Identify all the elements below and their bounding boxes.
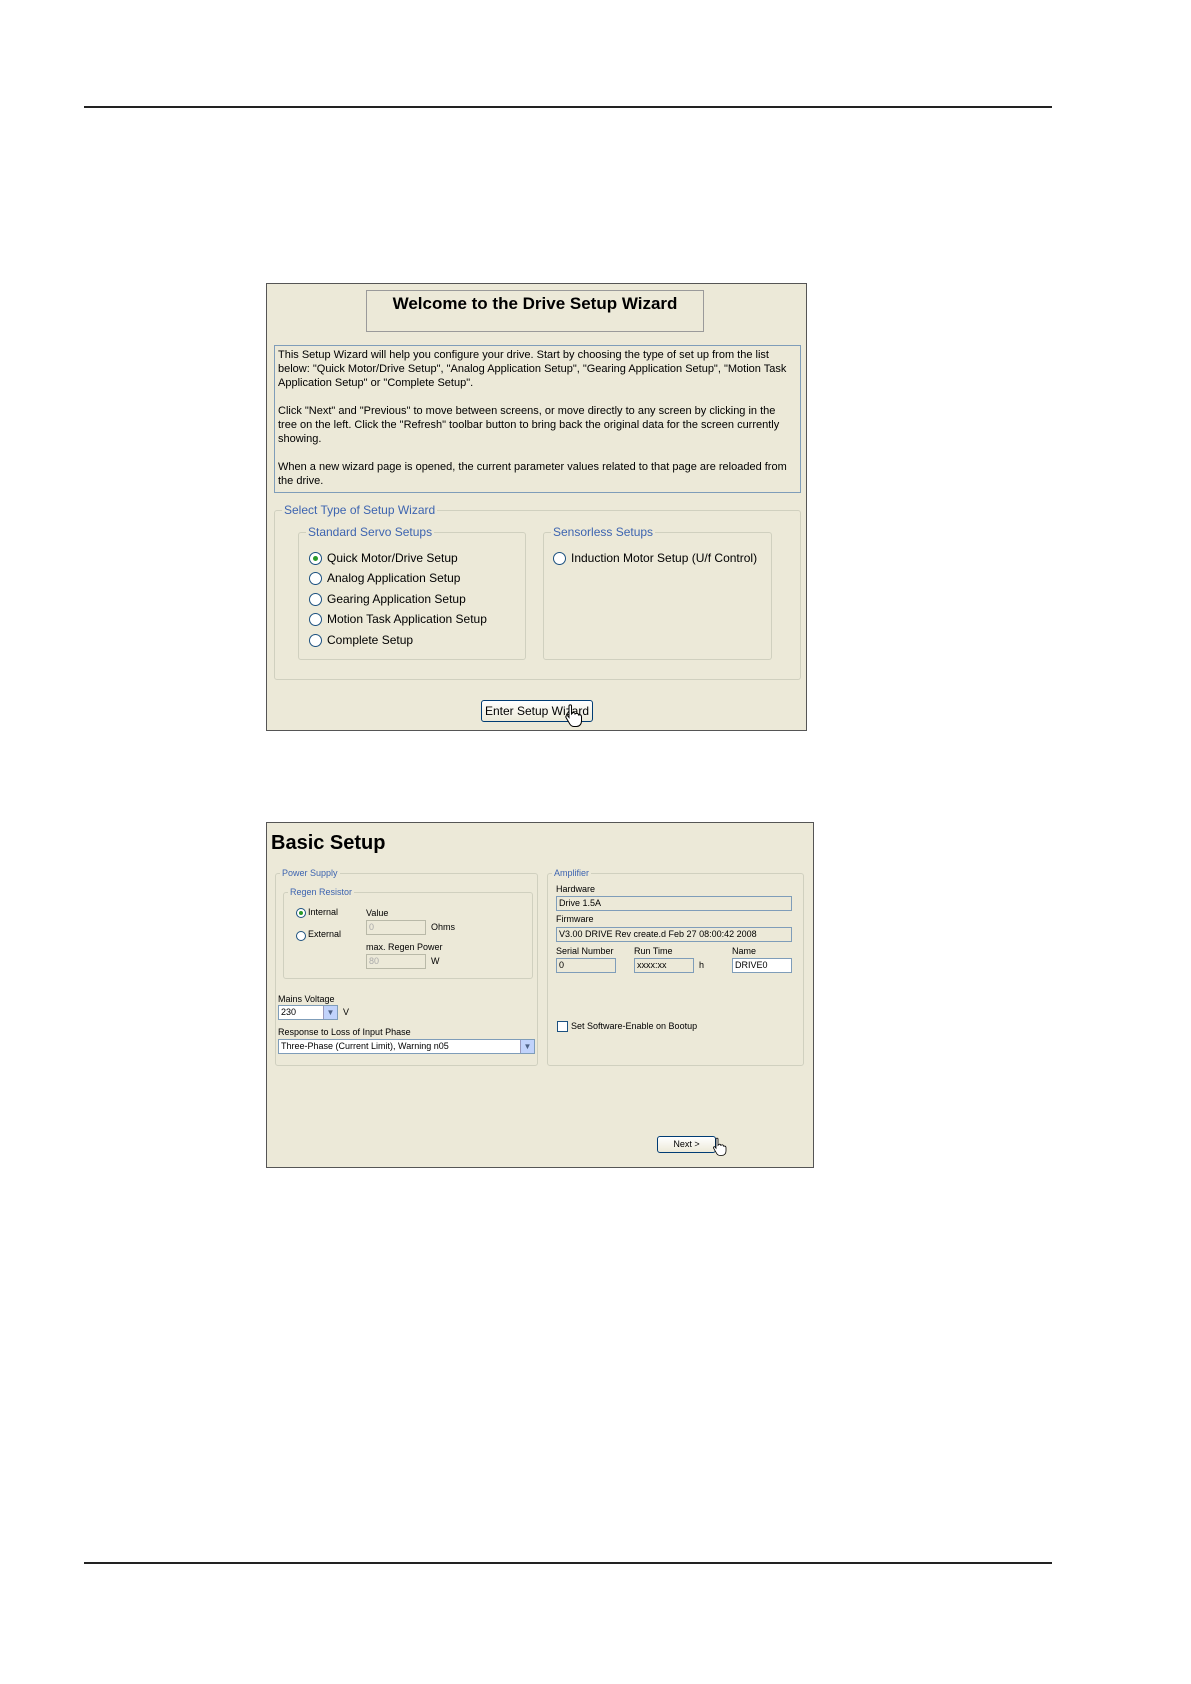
power-supply-label: Power Supply [282,868,338,878]
amplifier-label: Amplifier [554,868,590,878]
input-phase-response-label: Response to Loss of Input Phase [278,1027,411,1037]
radio-label: Gearing Application Setup [327,592,466,606]
name-field[interactable]: DRIVE0 [732,958,792,973]
input-phase-response-select[interactable] [278,1039,535,1054]
power-supply-group [275,868,538,1066]
radio-gearing-application-setup[interactable] [309,591,466,607]
sensorless-setups-label: Sensorless Setups [553,525,654,539]
basic-setup-title: Basic Setup [271,832,386,854]
internal-label: Internal [308,907,339,917]
radio-label: Motion Task Application Setup [327,612,487,626]
firmware-label: Firmware [556,914,594,924]
radio-induction-motor-setup[interactable] [553,550,757,566]
serial-number-field: 0 [556,958,616,973]
radio-button[interactable] [309,593,322,606]
max-regen-power-label: max. Regen Power [366,942,443,952]
hardware-field: Drive 1.5A [556,896,792,911]
next-button[interactable]: Next > [657,1136,716,1153]
welcome-title: Welcome to the Drive Setup Wizard [366,290,704,332]
select-wizard-type-label: Select Type of Setup Wizard [284,503,436,517]
radio-external[interactable] [296,931,306,941]
regen-value-field[interactable]: 0 [366,920,426,935]
watt-unit: W [431,956,440,966]
radio-complete-setup[interactable] [309,632,413,648]
regen-resistor-group [283,887,533,979]
radio-button-selected[interactable] [309,552,322,565]
regen-resistor-label: Regen Resistor [290,887,353,897]
radio-label: Complete Setup [327,633,414,647]
chevron-down-icon[interactable]: ▼ [520,1040,534,1053]
name-label: Name [732,946,757,956]
radio-motion-task-application-setup[interactable] [309,611,487,627]
intro-paragraph: When a new wizard page is opened, the current parameter values related to that page are reloaded from the drive. [278,461,787,487]
max-regen-power-field[interactable]: 80 [366,954,426,969]
basic-setup-screen [266,822,814,1168]
run-time-unit: h [699,960,705,970]
enter-setup-wizard-button[interactable]: Enter Setup Wizard [481,700,593,722]
radio-button[interactable] [309,613,322,626]
software-enable-label: Set Software-Enable on Bootup [571,1021,698,1031]
intro-text-box [274,345,801,493]
firmware-field: V3.00 DRIVE Rev create.d Feb 27 08:00:42 2008 [556,927,792,942]
hand-cursor-icon [712,1137,728,1157]
welcome-screen [266,283,807,731]
intro-paragraph: This Setup Wizard will help you configure your drive. Start by choosing the type of set up from the list below: "Quick Motor/Drive Setup", "Analog Application Setup", "Gearing Application Setup", "Motion Task Application Setup" or "Complete Setup". [278,349,787,389]
radio-button[interactable] [553,552,566,565]
select-wizard-type-group [274,503,801,680]
chevron-down-icon[interactable]: ▼ [323,1006,337,1019]
mains-voltage-label: Mains Voltage [278,994,335,1004]
sensorless-setups-group [543,525,772,660]
header-rule [84,106,1052,108]
input-phase-response-value: Three-Phase (Current Limit), Warning n05 [281,1041,449,1051]
run-time-field: xxxx:xx [634,958,694,973]
radio-label: Quick Motor/Drive Setup [327,551,458,565]
radio-label: Induction Motor Setup (U/f Control) [571,551,758,565]
volt-unit: V [343,1007,350,1017]
footer-rule [84,1562,1052,1564]
hand-cursor-icon [564,704,584,728]
standard-servo-setups-group [298,525,526,660]
radio-label: Analog Application Setup [327,571,461,585]
amplifier-group [547,868,804,1066]
hardware-label: Hardware [556,884,596,894]
serial-number-label: Serial Number [556,946,614,956]
radio-internal[interactable] [296,908,306,918]
run-time-label: Run Time [634,946,673,956]
software-enable-checkbox[interactable] [557,1021,568,1032]
radio-button[interactable] [309,634,322,647]
value-label: Value [366,908,389,918]
standard-servo-setups-label: Standard Servo Setups [308,525,433,539]
intro-paragraph: Click "Next" and "Previous" to move between screens, or move directly to any screen by clicking in the tree on the left. Click the "Refresh" toolbar button to bring back the original data for the screen currently showing. [278,405,780,445]
ohms-unit: Ohms [431,922,456,932]
mains-voltage-select[interactable] [278,1005,338,1020]
external-label: External [308,929,342,939]
radio-quick-motor-drive-setup[interactable] [309,550,458,566]
radio-analog-application-setup[interactable] [309,570,460,586]
mains-voltage-value: 230 [281,1007,297,1017]
radio-button[interactable] [309,572,322,585]
